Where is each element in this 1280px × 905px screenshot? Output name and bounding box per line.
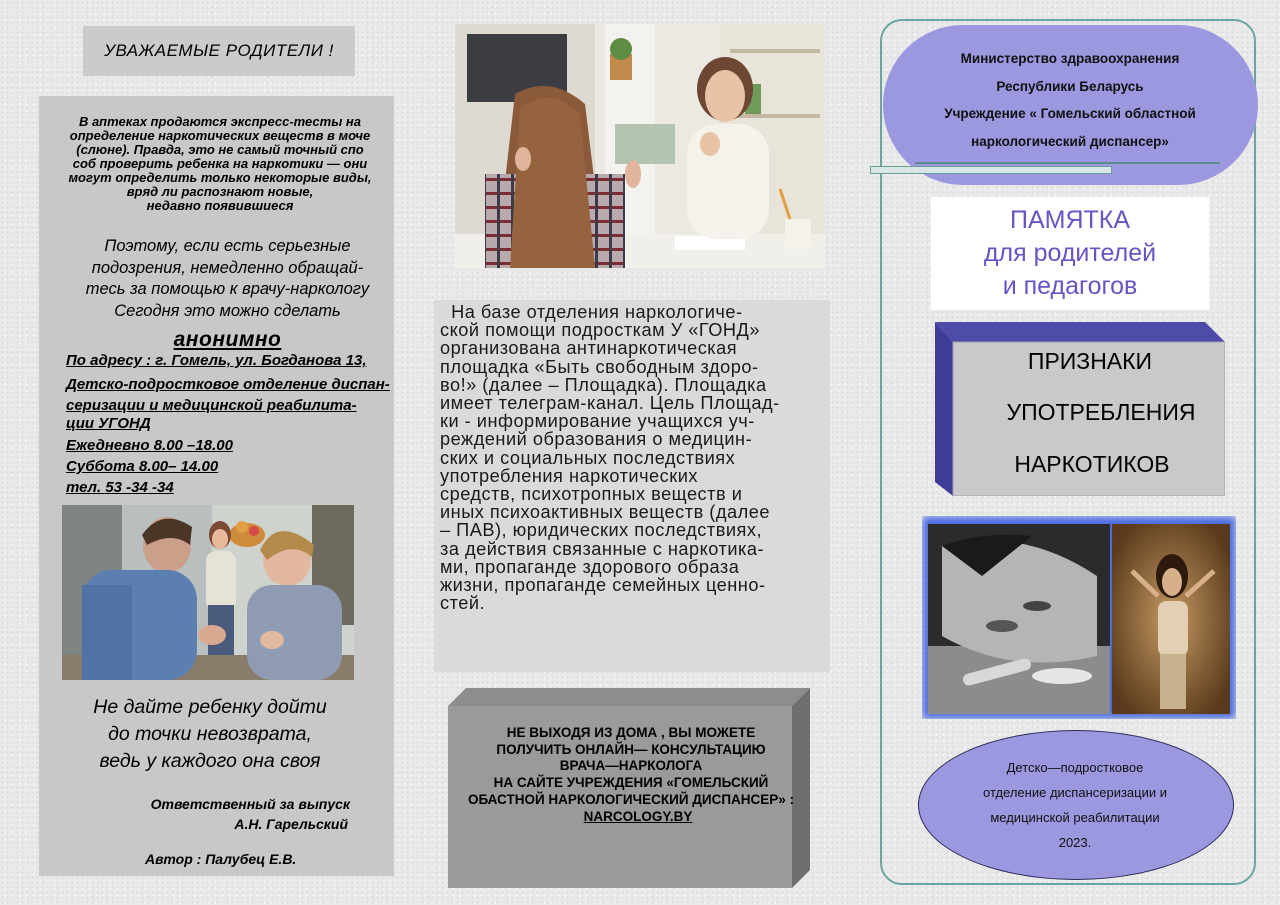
memo-title-line: ПАМЯТКА xyxy=(1009,206,1131,234)
info-line: ми, пропаганде здорового образа xyxy=(440,556,740,577)
consult-line: ВРАЧА—НАРКОЛОГА xyxy=(559,758,703,774)
dont-let-line: до точки невозврата, xyxy=(108,723,312,745)
memo-title-line: для родителей xyxy=(983,239,1157,267)
info-line: употребления наркотических xyxy=(440,465,698,486)
tests-line: соб проверить ребенка на наркотики — они xyxy=(72,156,368,171)
signs-line: ПРИЗНАКИ xyxy=(1027,348,1153,374)
department-line: отделение диспансеризации и xyxy=(983,785,1167,800)
psychologist-photo xyxy=(455,24,825,268)
info-line: ских и социальных последствиях xyxy=(440,447,736,468)
dont-let-line: ведь у каждого она своя xyxy=(99,750,321,772)
parents-heading xyxy=(83,26,355,76)
info-line: жизни, пропаганде семейных ценно- xyxy=(440,575,766,596)
tests-line: (слюне). Правда, это не самый точный спо xyxy=(76,142,364,157)
department-text xyxy=(935,755,1215,855)
tests-line: недавно появившиеся xyxy=(146,198,294,213)
info-line: На базе отделения наркологиче- xyxy=(440,302,743,322)
hours-weekdays: Ежедневно 8.00 –18.00 xyxy=(66,437,233,454)
tests-paragraph xyxy=(55,115,385,213)
ministry-line: наркологический диспансер» xyxy=(971,133,1169,149)
anonymous-label: анонимно xyxy=(173,328,282,351)
tests-line: могут определить только некоторые виды, xyxy=(68,170,372,185)
info-line: во!» (далее – Площадка). Площадка xyxy=(440,374,767,395)
father-son-photo-illustration xyxy=(62,505,354,680)
consult-line: ОБАСТНОЙ НАРКОЛОГИЧЕСКИЙ ДИСПАНСЕР» : xyxy=(467,791,795,807)
therefore-line: Поэтому, если есть серьезные xyxy=(104,237,351,255)
info-line: ской помощи подросткам У «ГОНД» xyxy=(440,320,760,341)
consult-line: НА САЙТЕ УЧРЕЖДЕНИЯ «ГОМЕЛЬСКИЙ xyxy=(493,775,769,791)
father-son-photo xyxy=(62,505,354,680)
phone-number: тел. 53 -34 -34 xyxy=(66,479,174,496)
info-line: ки - информирование учащихся уч- xyxy=(440,411,755,432)
ministry-line: Министерство здравоохранения xyxy=(960,51,1180,66)
author-line: Автор : Палубец Е.В. xyxy=(145,851,297,867)
tests-line: В аптеках продаются экспресс-тесты на xyxy=(78,114,362,129)
responsible-block xyxy=(40,794,350,834)
website-link[interactable]: NARCOLOGY.BY xyxy=(583,808,693,824)
memo-title-line: и педагогов xyxy=(1002,272,1138,300)
address-line: ции УГОНД xyxy=(66,415,151,432)
drug-abuse-photo-illustration xyxy=(922,516,1236,719)
decorative-bar xyxy=(870,166,1112,174)
psychologist-photo-illustration xyxy=(455,24,825,268)
info-paragraph xyxy=(440,303,832,612)
department-line: Детско—подростковое xyxy=(1006,760,1144,775)
tests-line: определение наркотических веществ в моче xyxy=(69,128,371,143)
signs-line: УПОТРЕБЛЕНИЯ xyxy=(1006,399,1196,425)
signs-line: НАРКОТИКОВ xyxy=(1014,451,1170,477)
info-line: средств, психотропных веществ и xyxy=(440,484,743,505)
hours-saturday: Суббота 8.00– 14.00 xyxy=(66,458,219,475)
therefore-line: Сегодня это можно сделать xyxy=(114,301,341,320)
therefore-paragraph xyxy=(55,236,400,322)
dont-let-paragraph xyxy=(40,694,380,775)
info-line: площадка «Быть свободным здоро- xyxy=(440,356,759,377)
responsible-label: Ответственный за выпуск xyxy=(150,796,350,812)
info-line: за действия связанные с наркотика- xyxy=(440,538,765,559)
ministry-text xyxy=(900,45,1240,155)
responsible-name: А.Н. Гарельский xyxy=(234,816,348,832)
ministry-line: Учреждение « Гомельский областной xyxy=(944,106,1196,121)
therefore-line: тесь за помощью к врачу-наркологу xyxy=(85,280,370,298)
address-line: серизации и медицинской реабилита- xyxy=(66,397,357,414)
drug-abuse-photo xyxy=(922,516,1236,719)
info-line: реждений образования о медицин- xyxy=(440,429,753,450)
department-line: медицинской реабилитации xyxy=(990,810,1160,825)
decorative-divider xyxy=(915,162,1220,164)
consult-line: ПОЛУЧИТЬ ОНЛАЙН— КОНСУЛЬТАЦИЮ xyxy=(496,741,766,757)
info-line: стей. xyxy=(440,593,486,614)
parents-heading-text: УВАЖАЕМЫЕ РОДИТЕЛИ ! xyxy=(104,41,334,60)
consult-line: НЕ ВЫХОДЯ ИЗ ДОМА , ВЫ МОЖЕТЕ xyxy=(506,725,756,740)
tests-line: вряд ли распознают новые, xyxy=(126,184,314,199)
consult-text xyxy=(452,725,810,825)
info-line: иных психоактивных веществ (далее xyxy=(440,502,770,523)
address-line: Детско-подростковое отделение диспан- xyxy=(66,376,390,393)
therefore-line: подозрения, немедленно обращай- xyxy=(91,258,364,277)
info-line: имеет телеграм-канал. Цель Площад- xyxy=(440,393,780,414)
info-line: – ПАВ), юридических последствиях, xyxy=(440,520,763,541)
dont-let-line: Не дайте ребенку дойти xyxy=(93,696,327,718)
address-line: По адресу : г. Гомель, ул. Богданова 13, xyxy=(66,352,367,369)
memo-title xyxy=(931,204,1209,303)
info-line: организована антинаркотическая xyxy=(440,338,738,359)
ministry-line: Республики Беларусь xyxy=(996,78,1144,94)
department-year: 2023. xyxy=(1058,835,1092,850)
